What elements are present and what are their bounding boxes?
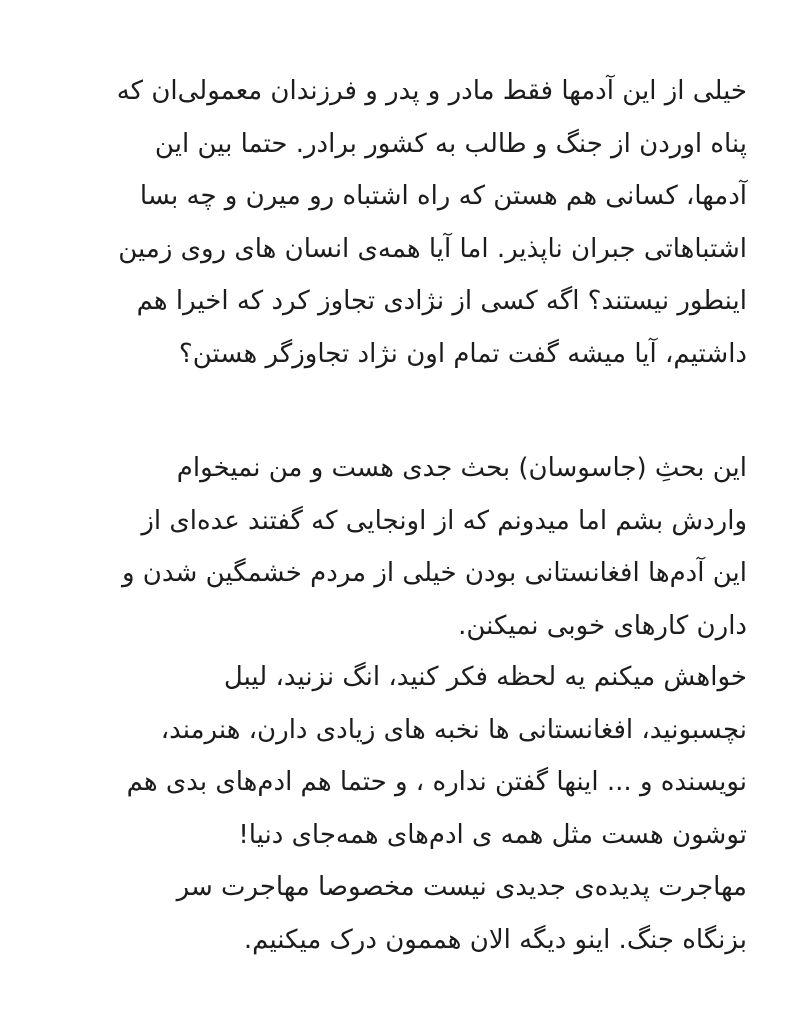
cropped-top-line xyxy=(217,0,517,8)
text-line: واردش بشم اما میدونم که از اونجایی که گفتند عده‌ای از xyxy=(141,505,747,536)
text-line: این آدم‌ها افغانستانی بودن خیلی از مردم خشمگین شدن و xyxy=(121,558,747,588)
text-line: خیلی از این آدمها فقط مادر و پدر و فرزندان معمولی‌ان که xyxy=(116,76,747,106)
text-line: این بحثِ (جاسوسان) بحث جدی هست و من نمیخوام xyxy=(176,453,747,483)
text-line: توشون هست مثل همه ی ادم‌های همه‌جای دنیا! xyxy=(238,819,747,850)
text-line: نویسنده و ... اینها گفتن نداره ، و حتما هم ادم‌های بدی هم xyxy=(126,767,747,797)
text-line: خواهش میکنم یه لحظه فکر کنید، انگ نزنید، لیبل xyxy=(223,662,747,692)
text-line: نچسبونید، افغانستانی ها نخبه های زیادی دارن، هنرمند، xyxy=(160,714,747,745)
text-line: اشتباهاتی جبران ناپذیر. اما آیا همه‌ی انسان های روی زمین xyxy=(118,233,747,264)
text-line: آدمها، کسانی هم هستن که راه اشتباه رو میرن و چه بسا xyxy=(139,181,747,211)
text-line: بزنگاه جنگ. اینو دیگه الان هممون درک میکنیم. xyxy=(243,924,747,955)
paragraph-3 xyxy=(34,651,747,966)
text-line: داشتیم، آیا میشه گفت تمام اون نژاد تجاوزگر هستن؟ xyxy=(178,338,747,369)
text-line: پناه اوردن از جنگ و طالب به کشور برادر. حتما بین این xyxy=(154,128,747,159)
text-line: دارن کارهای خوبی نمیکنن. xyxy=(458,610,747,641)
paragraph-1 xyxy=(34,65,747,380)
text-line: اینطور نیستند؟ اگه کسی از نژادی تجاوز کرد که اخیرا هم xyxy=(136,286,747,316)
paragraph-2 xyxy=(34,442,747,652)
text-line: مهاجرت پدیده‌ی جدیدی نیست مخصوصا مهاجرت سر xyxy=(176,872,747,902)
